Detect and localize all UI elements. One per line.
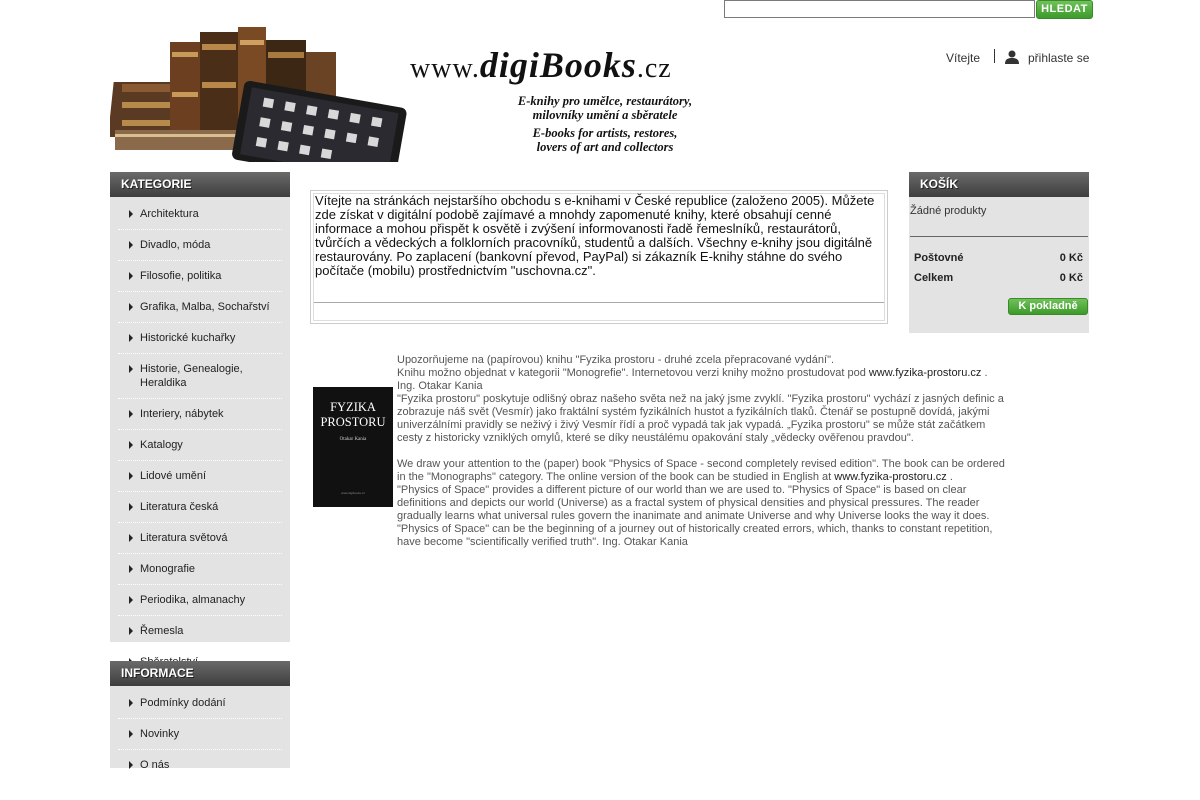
cart-total-row (914, 272, 1083, 284)
cart-divider (910, 236, 1088, 237)
logo-tagline-en-2: lovers of art and collectors (536, 140, 674, 154)
info-title: INFORMACE (110, 661, 290, 686)
cart-empty-text: Žádné produkty (910, 205, 987, 217)
cart-shipping-label: Poštovné (914, 252, 964, 264)
logo-tagline-en (500, 126, 710, 154)
book-cover-title (313, 400, 393, 430)
article-en-1a: We draw your attention to the (paper) book "Physics of Space - second completely revised edition". The book can be ordered in the "Monographs" category. The online version of the book can be studied in English at (397, 458, 1005, 483)
book-title-line-1: FYZIKA (330, 400, 376, 414)
article-cz-2 (397, 367, 1009, 380)
logo-tagline-cz-1: E-knihy pro umělce, restaurátory, (517, 94, 693, 108)
welcome-box (310, 190, 888, 324)
welcome-inner (313, 193, 885, 321)
checkout-button[interactable]: K pokladně (1008, 298, 1088, 315)
logo-tagline-cz (500, 94, 710, 122)
book-title-line-2: PROSTORU (320, 415, 386, 429)
user-icon (1004, 50, 1020, 64)
categories-box (110, 172, 290, 642)
logo-tagline-cz-2: milovníky umění a sběratele (532, 108, 678, 122)
article-text (397, 354, 1009, 549)
category-item[interactable]: Katalogy (118, 430, 282, 461)
fyzika-link-en[interactable]: www.fyzika-prostoru.cz (834, 471, 947, 483)
search-input[interactable] (724, 0, 1035, 18)
category-item[interactable]: Architektura (118, 199, 282, 230)
article-cz-2b: . (981, 367, 988, 379)
logo-url-prefix: www. (410, 53, 480, 84)
info-item[interactable]: Podmínky dodání (118, 688, 282, 719)
login-link[interactable]: přihlaste se (1028, 51, 1090, 65)
category-item[interactable]: Literatura česká (118, 492, 282, 523)
article-cz-3: Ing. Otakar Kania (397, 380, 483, 392)
logo-url-name: digiBooks (479, 45, 637, 85)
logo-url (410, 44, 672, 86)
fyzika-link-cz[interactable]: www.fyzika-prostoru.cz (868, 367, 982, 379)
book-cover-image[interactable] (313, 387, 393, 507)
category-item[interactable]: Lidové umění (118, 461, 282, 492)
article-cz-4: "Fyzika prostoru" poskytuje odlišný obraz našeho světa než na jaký jsme zvyklí. "Fyzika prostoru" vychází z jasných definic a zobrazuje náš svět (Vesmír) jako fraktální systém fyzikálních hustot a fyzikálních tlaků. Čtenář se postupně dovídá, jakými univerzálními pravidly se neživý i živý Vesmír řídí a proč vypadá tak jak vypadá. „Fyzika prostoru" se může stát začátkem cesty z historicky vzniklých omylů, které se díky neustálému opakování staly „vědecky ověřenou pravdou". (397, 393, 1004, 444)
categories-list (110, 197, 290, 708)
cart-total-value: 0 Kč (1059, 272, 1083, 284)
article-cz-2a: Knihu možno objednat v kategorii "Monogrefie". Internetovou verzi knihy možno prostudovat pod (397, 367, 869, 379)
user-divider (994, 49, 995, 63)
book-cover-author: Otakar Kania (339, 437, 367, 442)
welcome-text: Vítejte na stránkách nejstaršího obchodu s e-knihami v České republice (založeno 2005). Můžete zde získat v digitální podobě zajímavé a mnohdy zapomenuté knihy, které obsahují cenné informace a mohou přispět k osvětě i zvýšení informovanosti řadě řemeslníků, restaurátorů, tvůrčích a vědeckých a folklorních pracovníků, studentů a dalších. Všechny e-knihy jsou digitálně restaurovány. Po zaplacení (bankovní převod, PayPal) si zákazník E-knihy stáhne do svého počítače (mobilu) prostřednictvím "uschovna.cz". (315, 193, 875, 278)
info-list (110, 686, 290, 780)
category-item[interactable]: Monografie (118, 554, 282, 585)
article-cz-1: Upozorňujeme na (papírovou) knihu "Fyzika prostoru - druhé zcela přepracované vydání". (397, 354, 835, 366)
site-logo[interactable] (110, 22, 760, 162)
search-button[interactable]: HLEDAT (1036, 0, 1093, 19)
cart-shipping-row (914, 252, 1083, 264)
category-item[interactable]: Řemesla (118, 616, 282, 647)
categories-title: KATEGORIE (110, 172, 290, 197)
article-en-2: "Physics of Space" provides a different picture of our world than we are used to. "Physics of Space" is based on clear definitions and depicts our world (Universe) as a fractal system of physical densities and physical pressures. The reader gradually learns what universal rules govern the inanimate and animate Universe and why Universe looks the way it does. "Physics of Space" can be the beginning of a journey out of historically created errors, which, thanks to constant repetition, have become "scientifically verified truth". Ing. Otakar Kania (397, 484, 993, 548)
logo-url-suffix: .cz (636, 53, 672, 84)
info-box (110, 661, 290, 771)
books-tablet-illustration (110, 22, 420, 162)
article-en-1b: . (946, 471, 953, 483)
cart-total-label: Celkem (914, 272, 954, 284)
book-cover-publisher: www.digibooks.cz (341, 491, 365, 495)
user-welcome: Vítejte (946, 51, 981, 65)
cart-shipping-value: 0 Kč (1059, 252, 1083, 264)
category-item[interactable]: Divadlo, móda (118, 230, 282, 261)
category-item[interactable]: Historické kuchařky (118, 323, 282, 354)
category-item[interactable]: Interiery, nábytek (118, 399, 282, 430)
category-item[interactable]: Grafika, Malba, Sochařství (118, 292, 282, 323)
cart-title: KOŠÍK (909, 172, 1089, 197)
category-item[interactable]: Historie, Genealogie, Heraldika (118, 354, 282, 399)
cart-box (909, 172, 1089, 333)
welcome-divider (314, 302, 884, 303)
category-item[interactable]: Literatura světová (118, 523, 282, 554)
info-item[interactable]: O nás (118, 750, 282, 780)
logo-tagline-en-1: E-books for artists, restores, (532, 126, 678, 140)
article-en-1 (397, 458, 1009, 484)
info-item[interactable]: Novinky (118, 719, 282, 750)
category-item[interactable]: Periodika, almanachy (118, 585, 282, 616)
category-item[interactable]: Filosofie, politika (118, 261, 282, 292)
